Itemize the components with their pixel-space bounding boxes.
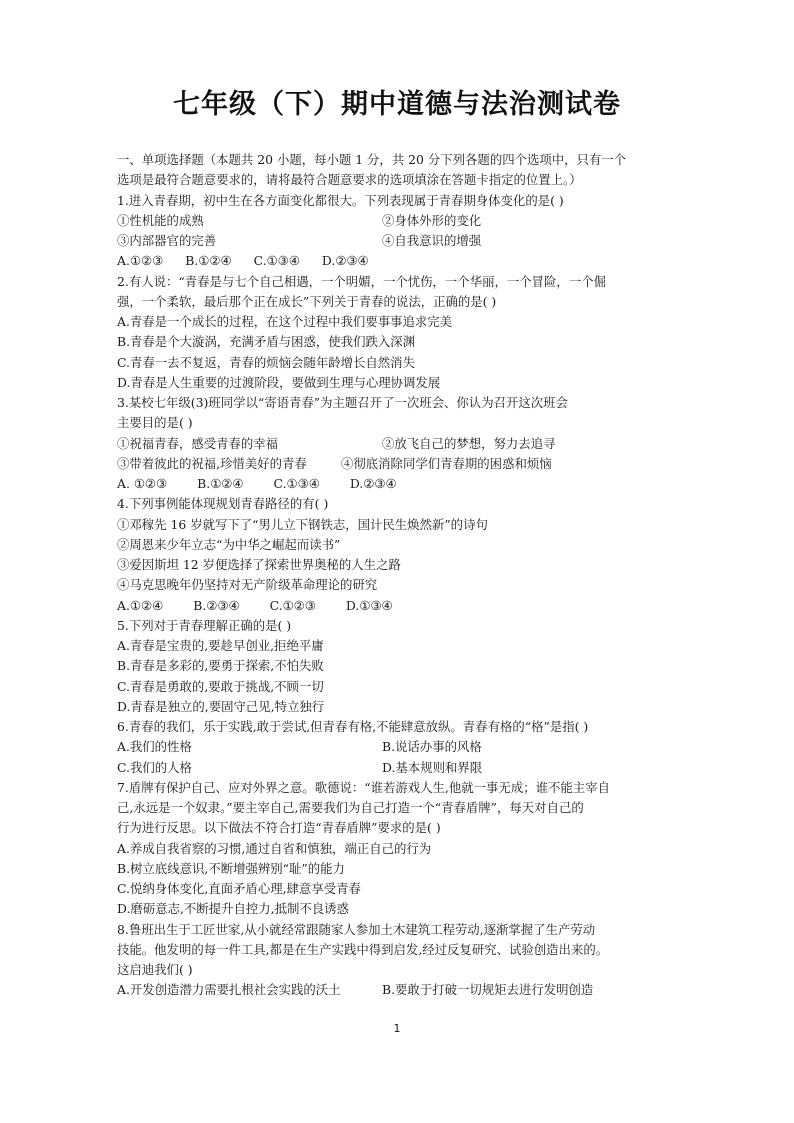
question-stem: 1.进入青春期，初中生在各方面变化都很大。下列表现属于青春期身体变化的是( ): [117, 192, 564, 208]
statement-row: [117, 454, 647, 474]
statement-item: ①祝福青春，感受青春的幸福: [117, 435, 279, 451]
answer-option: D.②③④: [321, 253, 369, 269]
statement-row: [117, 211, 647, 231]
answer-options: [117, 980, 647, 1000]
answer-option: B.要敢于打破一切规矩去进行发明创造: [382, 982, 594, 998]
statement-item: ②周恩来少年立志“为中华之崛起而读书”: [117, 536, 341, 552]
statement-item: ③内部器官的完善: [117, 233, 217, 248]
answer-option: C.悦纳身体变化,直面矛盾心理,肆意享受青春: [117, 881, 361, 896]
statement-item: ③爱因斯坦 12 岁便选择了探索世界奥秘的人生之路: [117, 557, 401, 572]
answer-options: [117, 474, 647, 494]
question-stem-cont: 行为进行反思。以下做法不符合打造“青春盾牌”要求的是( ): [117, 820, 441, 836]
answer-option: B.①②④: [185, 253, 232, 269]
answer-option: D.青春是人生重要的过渡阶段，要做到生理与心理协调发展: [117, 374, 441, 390]
answer-option: B.①②④: [197, 476, 244, 491]
answer-option: A. ①②③: [117, 476, 168, 491]
answer-option: A.养成自我省察的习惯,通过自省和慎独，端正自己的行为: [117, 840, 432, 856]
statement-item: ④马克思晚年仍坚持对无产阶级革命理论的研究: [117, 577, 378, 593]
answer-option: A.我们的性格: [117, 739, 192, 755]
question-stem-cont: 己,永远是一个奴隶。”要主宰自己,需要我们为自己打造一个“青春盾牌”，每天对自己的: [117, 800, 584, 815]
question-stem-cont: 技能。他发明的每一件工具,都是在生产实践中得到启发,经过反复研究、试验创造出来的。: [117, 941, 609, 957]
statement-item: ④彻底消除同学们青春期的困惑和烦恼: [341, 455, 552, 471]
question-stem: 4.下列事例能体现规划青春路径的有( ): [117, 496, 329, 512]
statement-item: ③带着彼此的祝福,珍惜美好的青春: [117, 455, 307, 471]
answer-option: A.①②③: [117, 253, 164, 269]
question-section: [117, 150, 647, 1001]
section-heading-cont: 选项是最符合题意要求的，请将最符合题意要求的选项填涂在答题卡指定的位置上。）: [117, 172, 582, 188]
question-stem-cont: 强，一个柔软，最后那个正在成长”下列关于青春的说法，正确的是( ): [117, 293, 497, 309]
answer-option: C.青春是勇敢的,要敢于挑战,不顾一切: [117, 678, 324, 694]
page-number: 1: [393, 1022, 401, 1035]
answer-option: D.磨砺意志,不断提升自控力,抵制不良诱惑: [117, 901, 349, 917]
statement-row: [117, 434, 647, 454]
statement-item: ①性机能的成熟: [117, 212, 204, 228]
statement-item: ②放飞自己的梦想，努力去追寻: [382, 435, 556, 451]
question-stem: 3.某校七年级(3)班同学以“寄语青春”为主题召开了一次班会、你认为召开这次班会: [117, 395, 568, 410]
answer-options: [117, 737, 647, 757]
answer-options: [117, 596, 647, 616]
question-stem-cont: 这启迪我们( ): [117, 962, 193, 977]
answer-option: D.①③④: [345, 597, 393, 613]
answer-option: B.青春是个大漩涡，充满矛盾与困惑，使我们跌入深渊: [117, 334, 416, 350]
answer-option: C.①③④: [273, 476, 320, 491]
question-stem: 2.有人说：“青春是与七个自己相遇，一个明媚，一个忧伤，一个华丽，一个冒险，一个倔: [117, 273, 606, 289]
answer-option: C.青春一去不复返，青春的烦恼会随年龄增长自然消失: [117, 354, 415, 370]
answer-option: B.②③④: [193, 597, 240, 613]
question-stem-cont: 主要目的是( ): [117, 415, 193, 431]
statement-item: ②身体外形的变化: [382, 212, 482, 228]
statement-row: [117, 231, 647, 251]
answer-options: [117, 251, 647, 271]
answer-option: C.①③④: [253, 253, 300, 269]
question-stem: 5.下列对于青春理解正确的是( ): [117, 617, 292, 633]
question-stem: 8.鲁班出生于工匠世家,从小就经常跟随家人参加土木建筑工程劳动,逐渐掌握了生产劳动: [117, 921, 596, 937]
answer-option: D.②③④: [349, 476, 397, 491]
answer-option: A.青春是一个成长的过程，在这个过程中我们要事事追求完美: [117, 314, 453, 329]
statement-item: ④自我意识的增强: [382, 233, 482, 248]
answer-option: A.青春是宝贵的,要趁早创业,拒绝平庸: [117, 638, 324, 653]
section-heading: 一、单项选择题（本题共 20 小题，每小题 1 分，共 20 分下列各题的四个选项中，只有一个: [117, 152, 627, 167]
statement-item: ①邓稼先 16 岁就写下了“男儿立下钢铁志，国计民生焕然新”的诗句: [117, 516, 488, 532]
answer-option: B.说话办事的风格: [382, 739, 482, 755]
question-stem: 7.盾牌有保护自己、应对外界之意。歌德说：“谁若游戏人生,他就一事无成；谁不能主宰自: [117, 779, 610, 795]
answer-options: [117, 758, 647, 778]
answer-option: A.①②④: [117, 597, 164, 613]
answer-option: B.青春是多彩的,要勇于探索,不怕失败: [117, 658, 324, 674]
answer-option: C.①②③: [269, 597, 316, 613]
answer-option: D.青春是独立的,要固守己见,特立独行: [117, 698, 325, 714]
question-stem: 6.青春的我们，乐于实践,敢于尝试,但青春有格,不能肆意放纵。青春有格的“格”是指( ): [117, 719, 589, 734]
answer-option: A.开发创造潜力需要扎根社会实践的沃土: [117, 982, 341, 998]
page-title: 七年级（下）期中道德与法治测试卷: [173, 89, 621, 120]
answer-option: C.我们的人格: [117, 759, 192, 775]
answer-option: D.基本规则和界限: [382, 759, 483, 775]
answer-option: B.树立底线意识,不断增强辨别“耻”的能力: [117, 860, 345, 876]
